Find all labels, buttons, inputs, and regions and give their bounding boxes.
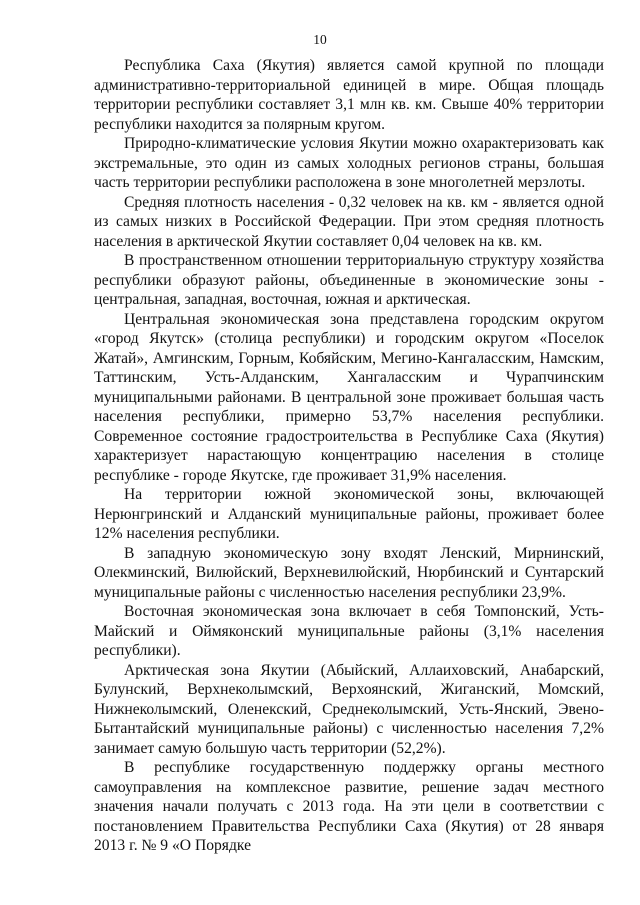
paragraph-western-zone: В западную экономическую зону входят Ленский, Мирнинский, Олекминский, Вилюйский, Верхневилюйский, Нюрбинский и Сунтарский муниципальные районы с численностью населения республики 23,9%. [94, 544, 604, 601]
paragraph-zones: В пространственном отношении территориальную структуру хозяйства республики образуют районы, объединенные в экономические зоны - центральная, западная, восточная, южная и арктическая. [94, 252, 604, 308]
paragraph-density: Средняя плотность населения - 0,32 человек на кв. км - является одной из самых низких в Российской Федерации. При этом средняя плотность населения в арктической Якутии составляет 0,04 человек на кв. км. [94, 193, 604, 250]
body-text [94, 56, 604, 856]
paragraph-state-support: В республике государственную поддержку органы местного самоуправления на комплексное развитие, решение задач местного значения начали получать с 2013 года. На эти цели в соответствии с постановлением Правительства Республики Саха (Якутия) от 28 января 2013 г. № 9 «О Порядке [94, 759, 604, 854]
paragraph-southern-zone: На территории южной экономической зоны, включающей Нерюнгринский и Алданский муниципальные районы, проживает более 12% населения республики. [94, 486, 604, 542]
page-number: 10 [313, 32, 327, 47]
paragraph-area: Республика Саха (Якутия) является самой крупной по площади административно-территориальной единицей в мире. Общая площадь территории республики составляет 3,1 млн кв. км. Свыше 40% территории республики находится за полярным кругом. [94, 57, 604, 133]
paragraph-arctic-zone: Арктическая зона Якутии (Абыйский, Аллаиховский, Анабарский, Булунский, Верхнеколымский, Верхоянский, Жиганский, Момский, Нижнеколымский, Оленекский, Среднеколымский, Усть-Янский, Эвено-Бытантайский муниципальные районы) с численностью населения 7,2% занимает самую большую часть территории (52,2%). [94, 661, 604, 757]
paragraph-climate: Природно-климатические условия Якутии можно охарактеризовать как экстремальные, это один из самых холодных регионов страны, большая часть территории республики расположена в зоне многолетней мерзлоты. [94, 135, 604, 191]
paragraph-eastern-zone: Восточная экономическая зона включает в себя Томпонский, Усть-Майский и Оймяконский муниципальные районы (3,1% населения республики). [94, 603, 604, 659]
paragraph-central-zone: Центральная экономическая зона представлена городским округом «город Якутск» (столица республики) и городским округом «Поселок Жатай», Амгинским, Горным, Кобяйским, Мегино-Кангаласским, Намским, Таттинским, Усть-Алданским, Хангаласским и Чурапчинским муниципальными районами. В центральной зоне проживает большая часть населения республики, примерно 53,7% населения республики. Современное состояние градостроительства в Республике Саха (Якутия) характеризует нарастающую концентрацию населения в столице республике - городе Якутске, где проживает 31,9% населения. [94, 310, 604, 484]
